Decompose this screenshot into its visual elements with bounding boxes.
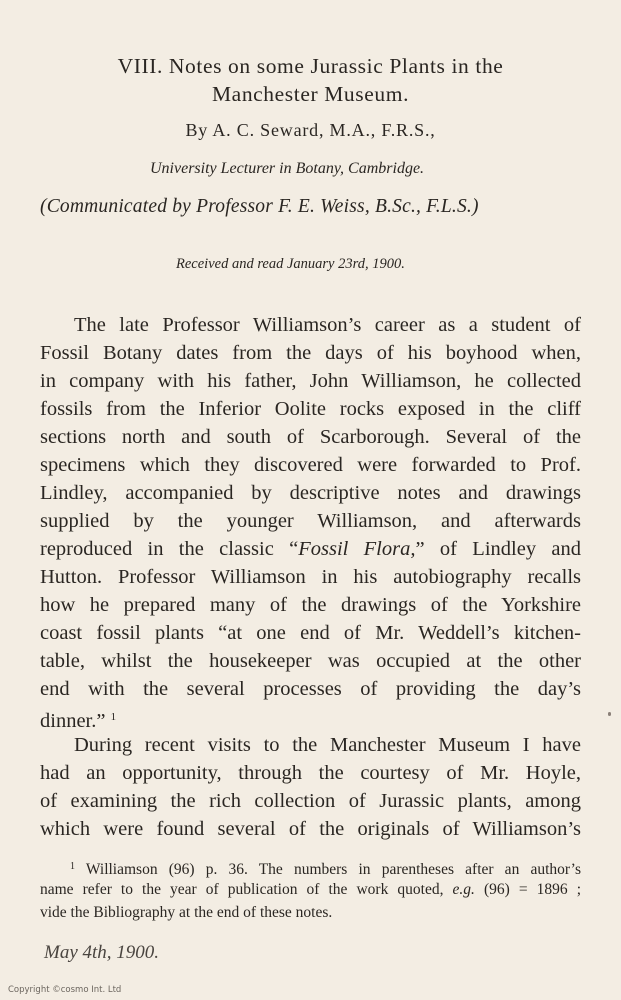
body-line: During recent visits to the Manchester Museum I have [74,734,581,756]
margin-mark [608,712,611,716]
footnote-line [40,879,581,901]
body-line: sections north and south of Scarborough. Several of the [40,426,581,448]
body-line: how he prepared many of the drawings of the Yorkshire [40,594,581,616]
author-byline: By A. C. Seward, M.A., F.R.S., [185,120,436,140]
footnote-italic: e.g. [452,881,475,898]
body-line: in company with his father, John Williamson, he collected [40,370,581,392]
body-line [40,704,581,734]
body-line: of examining the rich collection of Jurassic plants, among [40,790,581,812]
footnote-marker: 1 [70,861,75,872]
body-line: had an opportunity, through the courtesy of Mr. Hoyle, [40,762,581,784]
body-line: table, whilst the housekeeper was occupied at the other [40,650,581,672]
title-line-2: Manchester Museum. [211,82,410,106]
body-line: Fossil Botany dates from the days of his boyhood when, [40,342,581,364]
footnote-reference: 1 [110,711,117,723]
footnote-line: vide the Bibliography at the end of these notes. [40,904,333,921]
communicated-by: (Communicated by Professor F. E. Weiss, B.Sc., F.L.S.) [40,196,479,217]
footnote-line [40,856,581,881]
footnote-text: Williamson (96) p. 36. The numbers in parentheses after an author’s [85,861,581,878]
body-text: reproduced in the classic “ [40,538,299,560]
copyright-watermark: Copyright ©cosmo Int. Ltd [8,985,122,995]
handwritten-date: May 4th, 1900. [44,942,160,963]
footnote-text: (96) = 1896 ; [474,881,582,898]
body-text: dinner.” [40,710,106,732]
body-line: end with the several processes of providing the day’s [40,678,581,700]
body-line: which were found several of the originals of Williamson’s [40,818,581,840]
book-title-italic: Fossil Flora, [298,538,416,560]
title-line-1: VIII. Notes on some Jurassic Plants in the [117,54,504,78]
body-text: ” of Lindley and [415,538,581,560]
footnote-text: name refer to the year of publication of the work quoted, [40,881,453,898]
body-line: Hutton. Professor Williamson in his autobiography recalls [40,566,581,588]
received-date: Received and read January 23rd, 1900. [176,256,405,272]
body-line: Lindley, accompanied by descriptive notes and drawings [40,482,581,504]
body-line: fossils from the Inferior Oolite rocks exposed in the cliff [40,398,581,420]
author-affiliation: University Lecturer in Botany, Cambridge. [150,160,425,177]
article-title [40,52,581,108]
body-line: specimens which they discovered were forwarded to Prof. [40,454,581,476]
body-line: The late Professor Williamson’s career as a student of [74,314,581,336]
body-line: coast fossil plants “at one end of Mr. Weddell’s kitchen- [40,622,581,644]
body-line [40,536,581,562]
body-line: supplied by the younger Williamson, and afterwards [40,510,581,532]
